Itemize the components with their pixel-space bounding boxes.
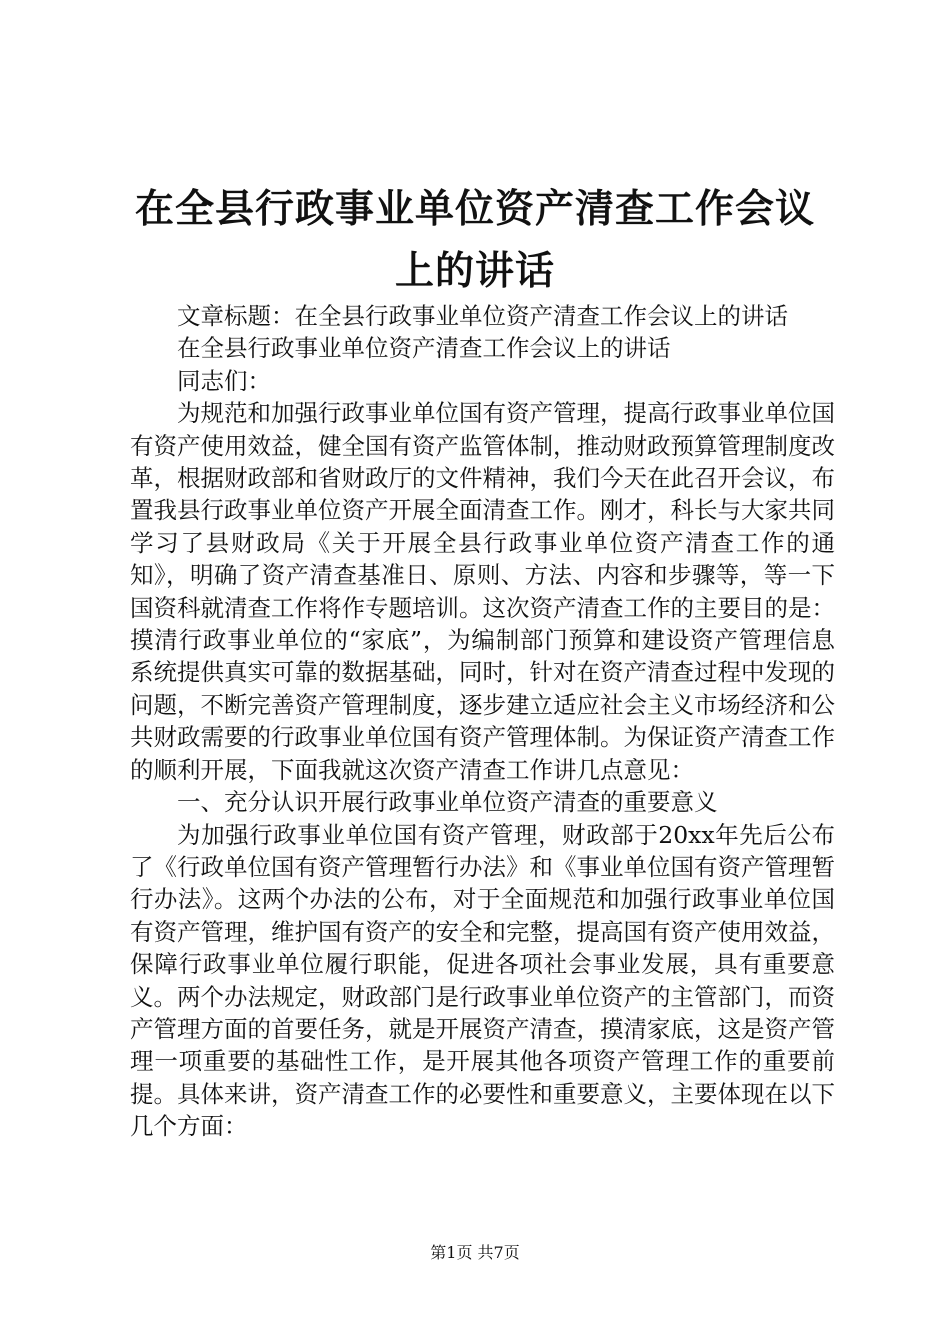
page-number-footer: 第1页 共7页: [430, 1243, 520, 1262]
paragraph-article-title: 文章标题：在全县行政事业单位资产清查工作会议上的讲话: [177, 302, 788, 330]
paragraph-section-1: 为加强行政事业单位国有资产管理，财政部于20xx年先后公布了《行政单位国有资产管理暂行办法》和《事业单位国有资产管理暂行办法》。这两个办法的公布，对于全面规范和加强行政事业单位国有资产管理，维护国有资产的安全和完整，提高国有资产使用效益，保障行政事业单位履行职能，促进各项社会事业发展，具有重要意义。两个办法规定，财政部门是行政事业单位资产的主管部门，而资产管理方面的首要任务，就是开展资产清查，摸清家底，这是资产管理一项重要的基础性工作，是开展其他各项资产管理工作的重要前提。具体来讲，资产清查工作的必要性和重要意义，主要体现在以下几个方面：: [130, 820, 835, 1141]
paragraph-intro: 为规范和加强行政事业单位国有资产管理，提高行政事业单位国有资产使用效益，健全国有资产监管体制，推动财政预算管理制度改革，根据财政部和省财政厅的文件精神，我们今天在此召开会议，布置我县行政事业单位资产开展全面清查工作。刚才，科长与大家共同学习了县财政局《关于开展全县行政事业单位资产清查工作的通知》，明确了资产清查基准日、原则、方法、内容和步骤等，等一下国资科就清查工作将作专题培训。这次资产清查工作的主要目的是：摸清行政事业单位的“家底”，为编制部门预算和建设资产管理信息系统提供真实可靠的数据基础，同时，针对在资产清查过程中发现的问题，不断完善资产管理制度，逐步建立适应社会主义市场经济和公共财政需要的行政事业单位国有资产管理体制。为保证资产清查工作的顺利开展，下面我就这次资产清查工作讲几点意见：: [130, 399, 835, 784]
paragraph-salutation: 同志们：: [177, 366, 271, 395]
document-body: [130, 300, 835, 1143]
paragraph-speech-title: 在全县行政事业单位资产清查工作会议上的讲话: [177, 334, 671, 363]
section-heading-1: 一、充分认识开展行政事业单位资产清查的重要意义: [177, 788, 718, 817]
document-title: 在全县行政事业单位资产清查工作会议上的讲话: [134, 186, 815, 294]
